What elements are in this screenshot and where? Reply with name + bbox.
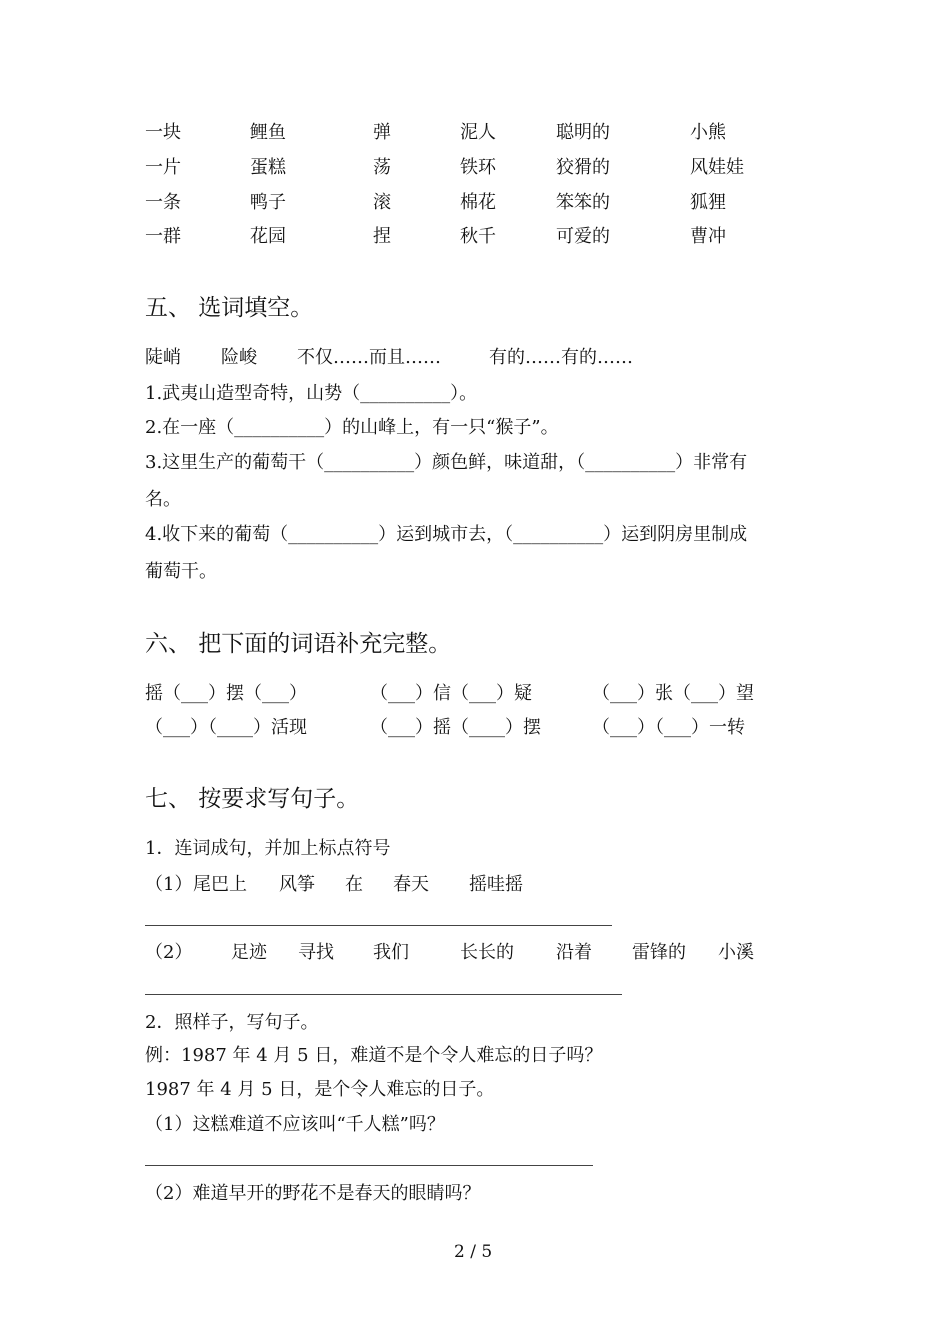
scrambled-word: 沿着 [556, 942, 592, 963]
match-word: 可爱的 [556, 226, 610, 247]
question-4-line-1: 4.收下来的葡萄（__________）运到城市去，（__________）运到阴房里制成 [145, 524, 748, 545]
match-word: 铁环 [460, 157, 496, 178]
section-5-title: 五、 选词填空。 [145, 295, 314, 321]
match-word: 滚 [373, 192, 391, 213]
idiom-item: 摇（___）摆（___） [145, 683, 307, 704]
scrambled-word: 春天 [393, 874, 429, 895]
match-word: 泥人 [460, 122, 496, 143]
scrambled-word: 长长的 [460, 942, 514, 963]
section-6-title: 六、 把下面的词语补充完整。 [145, 631, 452, 657]
match-word: 狐狸 [690, 192, 726, 213]
question-3-line-1: 3.这里生产的葡萄干（__________）颜色鲜，味道甜，（__________）非常有 [145, 452, 748, 473]
scrambled-word: 小溪 [718, 942, 754, 963]
match-word: 捏 [373, 226, 391, 247]
scrambled-word: 尾巴上 [193, 874, 247, 895]
match-word: 秋千 [460, 226, 496, 247]
word-option: 陡峭 [145, 347, 181, 368]
match-word: 鸭子 [250, 192, 286, 213]
scrambled-word: 雷锋的 [632, 942, 686, 963]
idiom-item: （___）（___）一转 [592, 717, 745, 738]
idiom-item: （___）（____）活现 [145, 717, 307, 738]
part-1-label: 1．连词成句，并加上标点符号 [145, 838, 391, 859]
match-word: 聪明的 [556, 122, 610, 143]
match-word: 笨笨的 [556, 192, 610, 213]
match-word: 一条 [145, 192, 181, 213]
question-2: 2.在一座（__________）的山峰上，有一只“猴子”。 [145, 417, 559, 438]
question-4-line-2: 葡萄干。 [145, 561, 217, 582]
item-1-number: （1） [145, 874, 193, 895]
section-7-title: 七、 按要求写句子。 [145, 786, 360, 812]
match-word: 棉花 [460, 192, 496, 213]
page-number: 2 / 5 [454, 1242, 493, 1262]
match-word: 弹 [373, 122, 391, 143]
example-sentence: 例：1987 年 4 月 5 日，难道不是个令人难忘的日子吗？ [145, 1045, 603, 1066]
match-word: 小熊 [690, 122, 726, 143]
question-3-line-2: 名。 [145, 489, 181, 510]
word-option: 不仅……而且…… [297, 347, 441, 368]
match-word: 荡 [373, 157, 391, 178]
idiom-item: （___）摇（____）摆 [370, 717, 541, 738]
idiom-item: （___）张（___）望 [592, 683, 754, 704]
match-word: 蛋糕 [250, 157, 286, 178]
answer-line[interactable] [145, 925, 612, 926]
match-word: 风娃娃 [690, 157, 744, 178]
match-word: 一群 [145, 226, 181, 247]
match-word: 一块 [145, 122, 181, 143]
word-option: 险峻 [221, 347, 257, 368]
example-answer: 1987 年 4 月 5 日，是个令人难忘的日子。 [145, 1079, 495, 1100]
match-word: 鲤鱼 [250, 122, 286, 143]
scrambled-word: 寻找 [298, 942, 334, 963]
match-word: 曹冲 [690, 226, 726, 247]
scrambled-word: 风筝 [279, 874, 315, 895]
question-1: 1.武夷山造型奇特，山势（__________）。 [145, 383, 478, 404]
match-word: 花园 [250, 226, 286, 247]
match-word: 一片 [145, 157, 181, 178]
idiom-item: （___）信（___）疑 [370, 683, 532, 704]
answer-line[interactable] [145, 1165, 593, 1166]
item-2-number: （2） [145, 942, 193, 963]
exercise-2: （2）难道早开的野花不是春天的眼睛吗？ [145, 1183, 481, 1204]
scrambled-word: 我们 [373, 942, 409, 963]
exercise-1: （1）这糕难道不应该叫“千人糕”吗？ [145, 1114, 445, 1135]
word-option: 有的……有的…… [489, 347, 633, 368]
answer-line[interactable] [145, 994, 622, 995]
match-word: 狡猾的 [556, 157, 610, 178]
scrambled-word: 在 [345, 874, 363, 895]
scrambled-word: 摇哇摇 [469, 874, 523, 895]
scrambled-word: 足迹 [231, 942, 267, 963]
part-2-label: 2．照样子，写句子。 [145, 1012, 319, 1033]
